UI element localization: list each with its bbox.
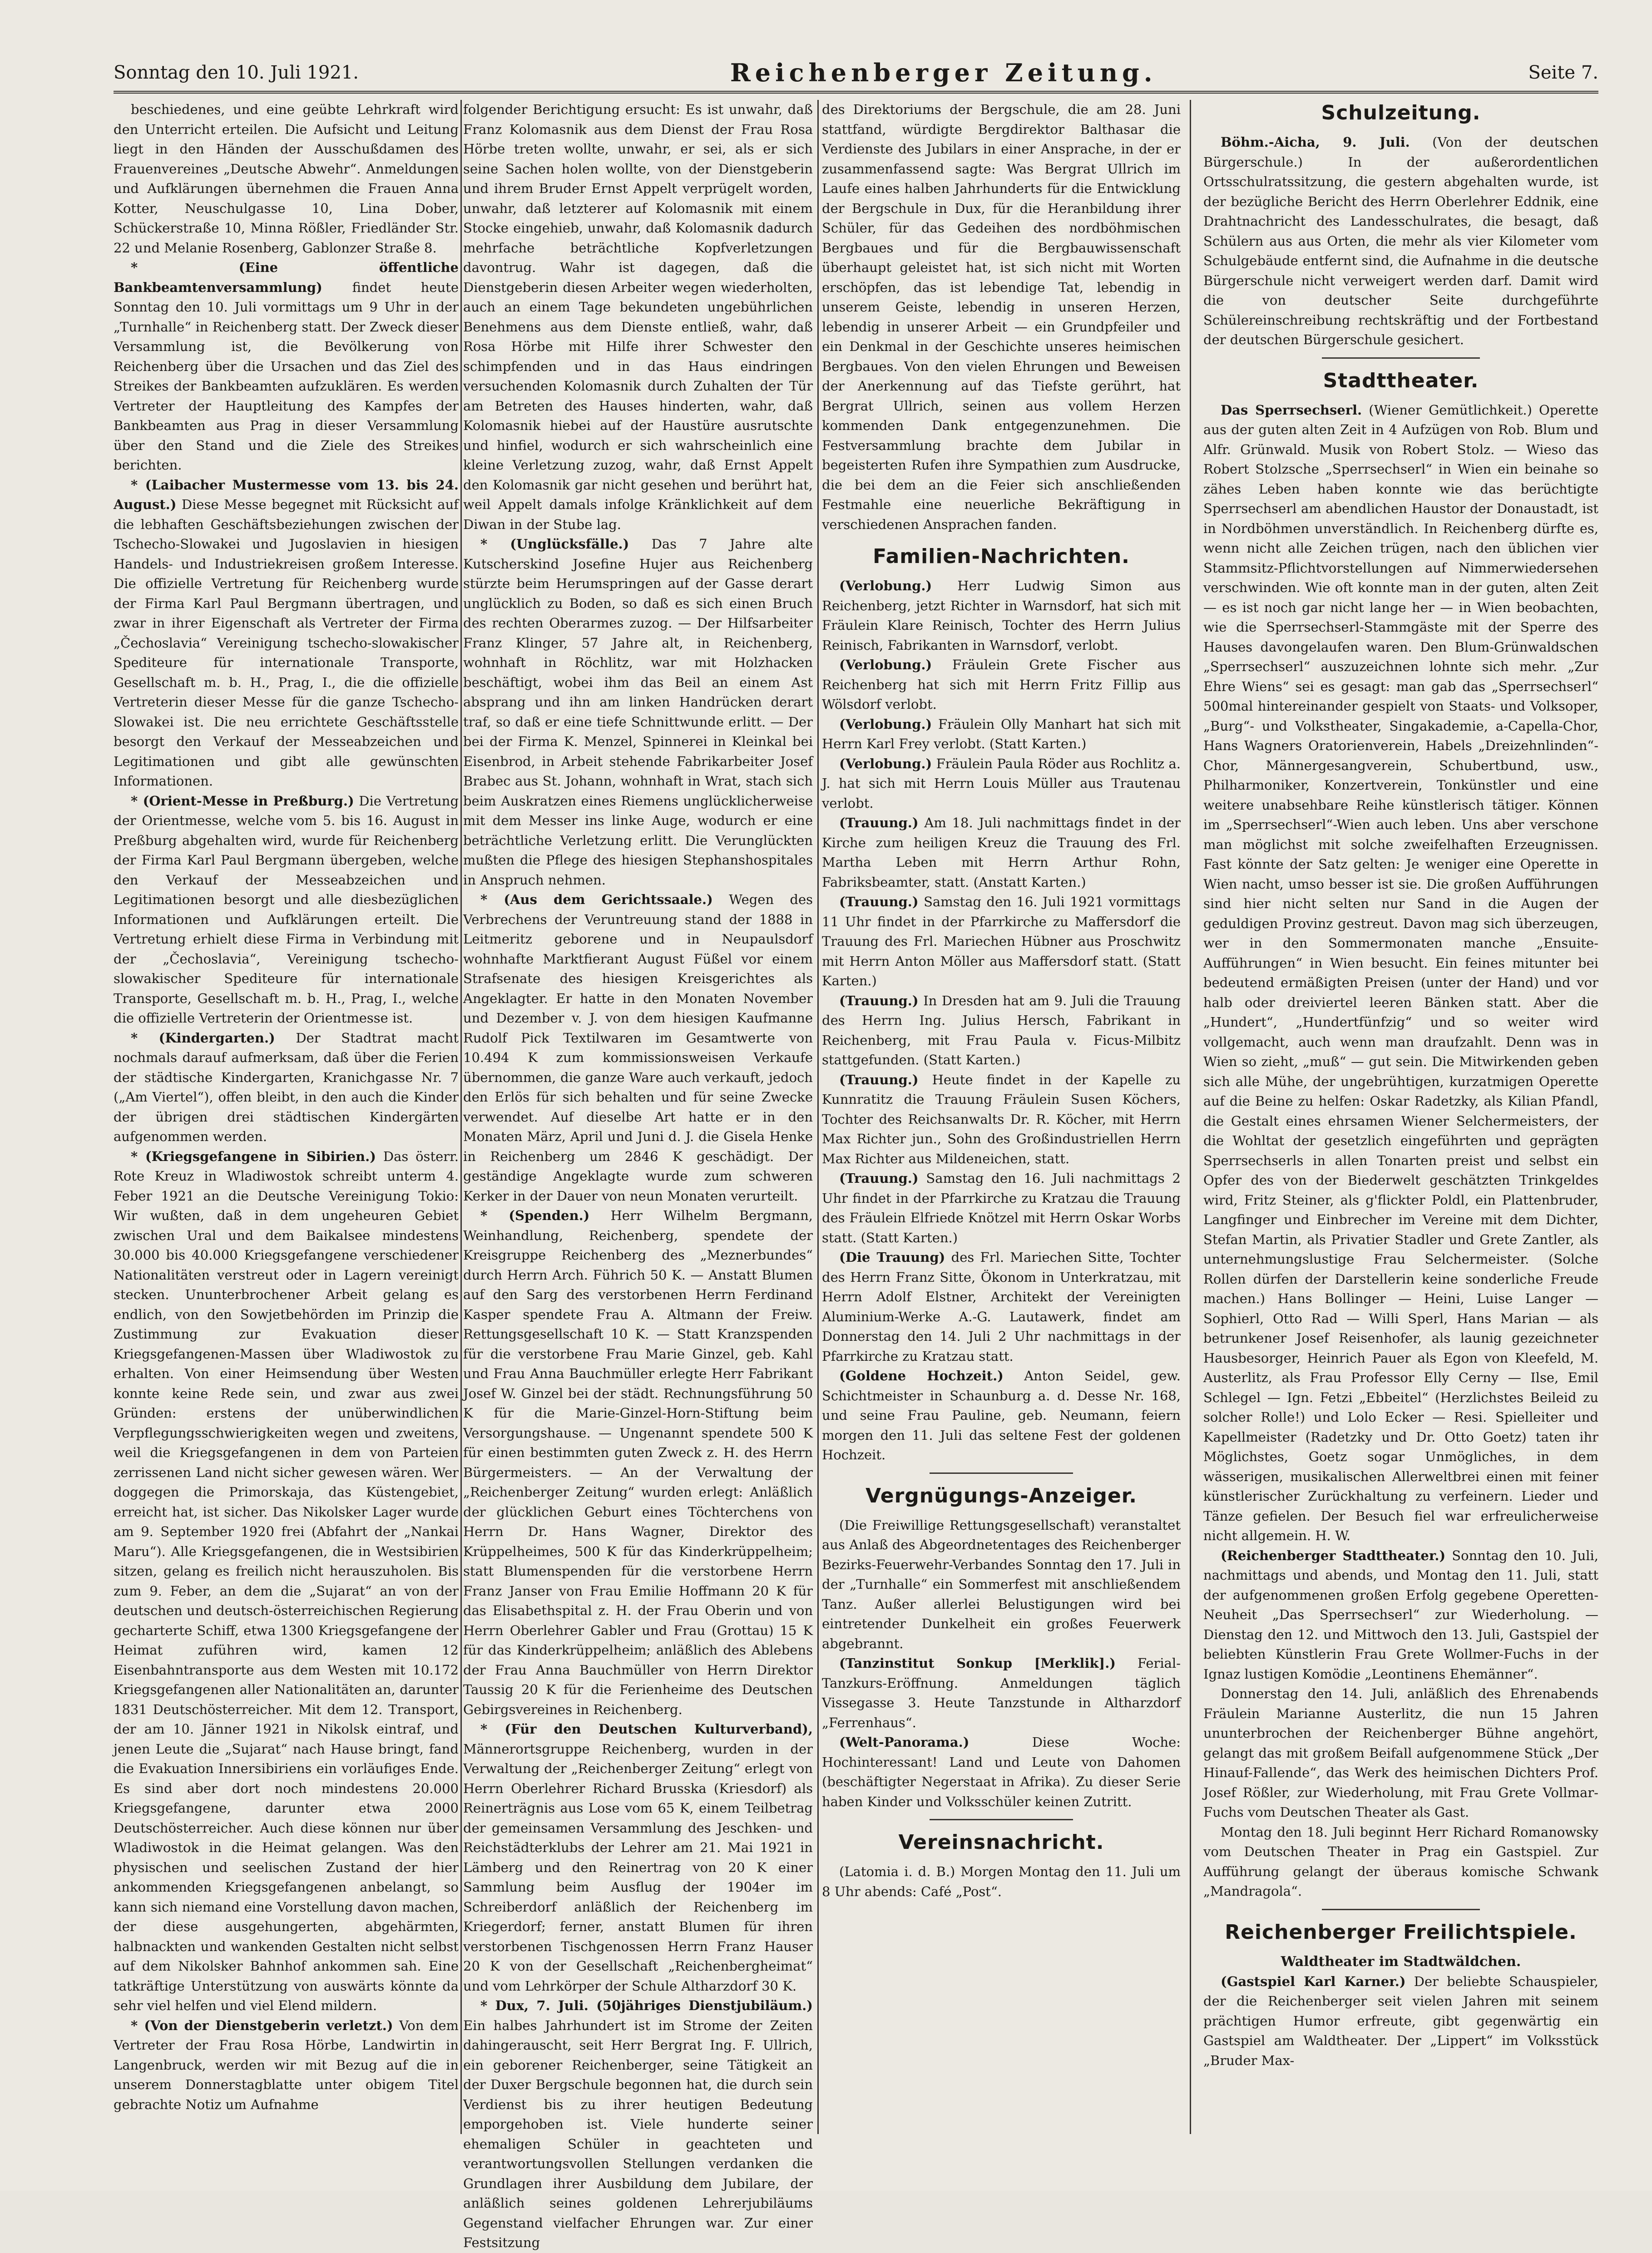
section-divider <box>930 1819 1073 1820</box>
article-lead: * (Für den Deutschen Kulturverband), <box>480 1721 813 1737</box>
notice-text: Samstag den 16. Juli nachmittags 2 Uhr findet in der Pfarrkirche zu Kratzau die Trauung des Fräulein Elfriede Knötzel mit Herrn Oskar Worbs statt. (Statt Karten.) <box>822 1171 1181 1245</box>
section-divider <box>930 1472 1073 1474</box>
notice-paragraph <box>822 1366 1181 1465</box>
article-paragraph <box>463 1206 813 1719</box>
article-paragraph <box>463 1996 813 2253</box>
article-lead: * (Eine öffentliche Bankbeamtenversammlung) <box>114 260 459 295</box>
notice-paragraph: (Die Freiwillige Rettungsgesellschaft) veranstaltet aus Anlaß des Abgeordnetentages des Reichenberger Bezirks-Feuerwehr-Verbandes Sonntag den 17. Juli in der „Turnhalle“ ein Sommerfest mit anschließendem Tanz. Außer allerlei Belustigungen wird bei eintretender Dunkelheit ein großes Feuerwerk abgebrannt. <box>822 1517 1181 1651</box>
notice-lead: (Tanzinstitut Sonkup [Merklik].) <box>839 1655 1116 1671</box>
article-paragraph <box>463 890 813 1206</box>
notice-text: Fräulein Olly Manhart hat sich mit Herrn Karl Frey verlobt. (Statt Karten.) <box>822 716 1181 751</box>
section-heading-entertainment: Vergnügungs-Anzeiger. <box>866 1484 1137 1507</box>
article-paragraph: folgender Berichtigung ersucht: Es ist unwahr, daß Franz Kolomasnik aus dem Dienst der Frau Rosa Hörbe treten wollte, unwahr, er sei, als er sich seine Sachen holen wollte, von der Dienstgeberin und ihrem Bruder Ernst Appelt verprügelt worden, unwahr, daß letzterer auf Kolomasnik mit einem Stocke eingehieb, unwahr, daß Kolomasnik dadurch mehrfache beträchtliche Kopfverletzungen davontrug. Wahr ist dagegen, daß die Dienstgeberin diesen Arbeiter wegen wiederholten, auch an einem Tage bekundeten ungebührlichen Benehmens aus dem Dienste entließ, wahr, daß Rosa Hörbe mit Hilfe ihrer Schwester den schimpfenden und in das Haus eindringen versuchenden Kolomasnik durch Zuhalten der Tür am Betreten des Hauses hinderten, wahr, daß Kolomasnik hiebei auf der Haustüre ausrutschte und hinfiel, wodurch er sich wahrscheinlich eine kleine Verletzung zuzog, wahr, daß Ernst Appelt den Kolomasnik gar nicht gesehen und berührt hat, weil Appelt damals infolge Kränklichkeit auf dem Diwan in der Stube lag. <box>463 102 813 532</box>
notice-paragraph <box>822 892 1181 991</box>
notice-text: In Dresden hat am 9. Juli die Trauung des Herrn Ing. Julius Hersch, Fabrikant in Reichenberg, mit Frau Paula v. Ficus-Milbitz stattgefunden. (Statt Karten.) <box>822 993 1181 1067</box>
section-heading-open-air: Reichenberger Freilichtspiele. <box>1225 1920 1577 1944</box>
notice-text: Ferial-Tanzkurs-Eröffnung. Anmeldungen täglich Vissegasse 3. Heute Tanzstunde in Altharzdorf „Ferrenhaus“. <box>822 1655 1181 1730</box>
column-rule <box>817 100 819 2134</box>
notice-lead: (Goldene Hochzeit.) <box>839 1368 1004 1383</box>
notice-paragraph: (Latomia i. d. B.) Morgen Montag den 11. Juli um 8 Uhr abends: Café „Post“. <box>822 1864 1181 1899</box>
article-text: Das 7 Jahre alte Kutscherskind Josefine Hujer aus Reichenberg stürzte beim Herumspringen auf der Gasse derart unglücklich zu Boden, so daß es sich einen Bruch des rechten Oberarmes zuzog. — Der Hilfsarbeiter Franz Klinger, 57 Jahre alt, in Reichenberg, wohnhaft in Röchlitz, war mit Holzhacken beschäftigt, wobei ihm das Beil an einem Ast absprang und ihn am linken Handrücken derart traf, so daß er eine tiefe Schnittwunde erlitt. — Der bei der Firma K. Menzel, Spinnerei in Kleinkal bei Eisenbrod, in Arbeit stehende Fabrikarbeiter Josef Brabec aus St. Johann, wohnhaft in Wrat, stach sich beim Auskratzen eines Riemens unglücklicherweise mit dem Messer ins linke Auge, wodurch er eine beträchtliche Verletzung erlitt. Die Verunglückten mußten die Pflege des hiesigen Stephanshospitales in Anspruch nehmen. <box>463 536 813 888</box>
article-text: Sonntag den 10. Juli, nachmittags und abends, und Montag den 11. Juli, statt der aufgenommenen großen Erfolg gegebene Operetten-Neuheit „Das Sperrsechserl“ zur Wiederholung. — Dienstag den 12. und Mittwoch den 13. Juli, Gastspiel der beliebten Künstlerin Frau Grete Wollmer-Fuchs in der Ignaz lustigen Komödie „Leontinens Ehemänner“. <box>1203 1547 1599 1682</box>
article-lead: * (Orient-Messe in Preßburg.) <box>131 793 354 809</box>
notice-paragraph <box>822 1070 1181 1169</box>
section-heading-family-news: Familien-Nachrichten. <box>873 545 1130 568</box>
notice-lead: (Trauung.) <box>839 1072 919 1087</box>
notice-text: Am 18. Juli nachmittags findet in der Kirche zum heiligen Kreuz die Trauung des Frl. Martha Leben mit Herrn Arthur Rohn, Fabriksbeamter, statt. (Anstatt Karten.) <box>822 815 1181 890</box>
notice-lead: (Verlobung.) <box>839 716 932 732</box>
newspaper-title: Reichenberger Zeitung. <box>730 58 1157 87</box>
article-text: Der beliebte Schauspieler, der die Reichenberger seit vielen Jahren mit seinem prächtigen Humor erfreute, gibt gegenwärtig ein Gastspiel am Waldtheater. Der „Lippert“ im Volksstück „Bruder Max- <box>1203 1973 1598 2068</box>
article-paragraph <box>114 475 459 791</box>
notice-lead: (Verlobung.) <box>839 756 932 771</box>
article-paragraph <box>1203 133 1598 350</box>
notice-paragraph <box>822 813 1181 892</box>
notice-text: Fräulein Grete Fischer aus Reichenberg hat sich mit Herrn Fritz Fillip aus Wölsdorf verlobt. <box>822 657 1181 712</box>
notice-text: Heute findet in der Kapelle zu Kunnratitz die Trauung Fräulein Susen Köchers, Tochter des Reichsanwalts Dr. R. Köcher, mit Herrn Max Richter jun., Sohn des Großindustriellen Herrn Max Richter aus Mildeneichen, statt. <box>822 1072 1181 1166</box>
article-lead: * (Aus dem Gerichtssaale.) <box>480 892 713 907</box>
article-lead: (Gastspiel Karl Karner.) <box>1221 1973 1406 1989</box>
article-text: findet heute Sonntag den 10. Juli vormittags um 9 Uhr in der „Turnhalle“ in Reichenberg statt. Der Zweck dieser Versammlung ist, die Bevölkerung von Reichenberg über die Ursachen und das Ziel des Streikes der Bankbeamten aufzuklären. Es werden Vertreter der Hauptleitung des Kampfes der Bankbeamten aus Prag in dieser Versammlung über den Stand und die Ziele des Streikes berichten. <box>114 279 459 473</box>
notice-paragraph <box>822 1248 1181 1366</box>
column-rule <box>460 100 462 2134</box>
article-lead: Das Sperrsechserl. <box>1221 402 1362 418</box>
notice-paragraph <box>822 1733 1181 1812</box>
page-header <box>114 54 1598 94</box>
notice-paragraph <box>822 655 1181 715</box>
notice-lead: (Trauung.) <box>839 894 919 909</box>
article-paragraph <box>463 534 813 890</box>
column-3 <box>822 100 1181 2134</box>
column-2 <box>463 100 813 2250</box>
article-lead: * (Kriegsgefangene in Sibirien.) <box>131 1148 376 1164</box>
article-text: Der Stadtrat macht nochmals darauf aufmerksam, daß über die Ferien der städtische Kindergarten, Kranichgasse Nr. 7 („Am Viertel“), offen bleibt, in den auch die Kinder der übrigen drei städtischen Kindergärten aufgenommen werden. <box>114 1030 459 1144</box>
article-paragraph <box>1203 1546 1598 1685</box>
article-paragraph <box>114 1028 459 1147</box>
notice-text: Diese Woche: Hochinteressant! Land und Leute von Dahomen (beschäftigter Negerstaat in Afrika). Zu dieser Serie haben Kinder und Volksschüler keinen Zutritt. <box>822 1734 1181 1809</box>
issue-date: Sonntag den 10. Juli 1921. <box>114 62 359 83</box>
section-divider <box>1322 1909 1480 1910</box>
article-paragraph: Montag den 18. Juli beginnt Herr Richard Romanowsky vom Deutschen Theater in Prag ein Gastspiel. Zur Aufführung gelangt der überaus komische Schwank „Mandragola“. <box>1203 1824 1598 1899</box>
article-text: Ein halbes Jahrhundert ist im Strome der Zeiten dahingerauscht, seit Herr Bergrat Ing. F. Ullrich, ein geborener Reichenberger, seine Tätigkeit an der Duxer Bergschule begonnen hat, die durch sein Verdienst bis zu ihrer heutigen Bedeutung emporgehoben ist. Viele hunderte seiner ehemaligen Schüler in geachteten und verantwortungsvollen Stellungen verdanken die Grundlagen ihrer Ausbildung dem Jubilare, der anläßlich seines goldenen Lehrerjubiläums Gegenstand vielfacher Ehrungen war. Zur einer Festsitzung <box>463 2017 813 2250</box>
section-heading-school: Schulzeitung. <box>1321 101 1481 124</box>
article-paragraph <box>114 2016 459 2115</box>
article-paragraph <box>114 791 459 1028</box>
page-number: Seite 7. <box>1528 62 1598 83</box>
notice-text: Samstag den 16. Juli 1921 vormittags 11 Uhr findet in der Pfarrkirche zu Maffersdorf die Trauung des Frl. Mariechen Hübner aus Proschwitz mit Herrn Anton Möller aus Maffersdorf statt. (Statt Karten.) <box>822 894 1181 988</box>
notice-lead: (Trauung.) <box>839 815 919 830</box>
column-rule <box>1190 100 1191 2134</box>
section-heading-theatre: Stadttheater. <box>1323 369 1479 392</box>
article-lead: (Reichenberger Stadttheater.) <box>1221 1547 1446 1563</box>
article-text: Wegen des Verbrechens der Veruntreuung stand der 1888 in Leitmeritz geborene und in Neupaulsdorf wohnhafte Marktfierant August Füßel vor einem Strafsenate des hiesigen Kreisgerichtes als Angeklagter. Er hatte in den Monaten November und Dezember v. J. von dem hiesigen Kaufmanne Rudolf Pick Textilwaren im Gesamtwerte von 10.494 K zum kommissionsweisen Verkaufe übernommen, die ganze Ware auch verkauft, jedoch den Erlös für sich behalten und für seine Zwecke verwendet. Auf dieselbe Art hatte er in den Monaten März, April und Juni d. J. die Gisela Henke in Reichenberg um 2846 K geschädigt. Der geständige Angeklagte wurde zum schweren Kerker in der Dauer von neun Monaten verurteilt. <box>463 892 813 1204</box>
notice-text: Fräulein Paula Röder aus Rochlitz a. J. hat sich mit Herrn Louis Müller aus Trautenau verlobt. <box>822 756 1181 811</box>
notice-paragraph <box>822 754 1181 814</box>
notice-paragraph <box>822 576 1181 655</box>
notice-text: Herr Ludwig Simon aus Reichenberg, jetzt Richter in Warnsdorf, hat sich mit Fräulein Klare Reinisch, Tochter des Herrn Julius Reinisch, Fabrikanten in Warnsdorf, verlobt. <box>822 578 1181 653</box>
review-paragraph <box>1203 400 1598 1546</box>
article-text: (Von der deutschen Bürgerschule.) In der außerordentlichen Ortsschulratssitzung, die gestern abgehalten wurde, ist der bezügliche Bericht des Herrn Oberlehrer Eddnik, eine Drahtnachricht des Landesschulrates, die besagt, daß Schülern aus aus Orten, die mehr als vier Kilometer vom Schulgebäude entfernt sind, die Aufnahme in die deutsche Bürgerschule nicht verweigert werden darf. Damit wird die von deutscher Seite durchgeführte Schülereinschreibung rechtskräftig und der Fortbestand der deutschen Bürgerschule gesichert. <box>1203 134 1598 347</box>
article-lead: * (Unglücksfälle.) <box>480 536 629 552</box>
article-paragraph <box>114 1147 459 2016</box>
article-paragraph: des Direktoriums der Bergschule, die am 28. Juni stattfand, würdigte Bergdirektor Balthasar die Verdienste des Jubilars in einer Ansprache, in der er zusammenfassend sagte: Was Bergrat Ullrich im Laufe eines halben Jahrhunderts für die Entwicklung der Bergschule in Dux, für die Heranbildung ihrer Schüler, für das Gedeihen des nordböhmischen Bergbaues und für die Bergbauwissenschaft überhaupt geleistet hat, ist sich nicht mit Worten erschöpfen, das ist lebendige Tat, lebendig in unserem Geiste, lebendig in unseren Herzen, lebendig in unserer Arbeit — ein Grundpfeiler und ein Denkmal in der Geschichte unseres heimischen Bergbaues. Von den vielen Ehrungen und Beweisen der Anerkennung auf das Tiefste gerührt, hat Bergrat Ullrich, seinen aus vollem Herzen kommenden Dank entgegenzunehmen. Die Festversammlung brachte dem Jubilar in begeisterten Rufen ihre Sympathien zum Ausdrucke, die bei dem an die Feier sich anschließenden Festmahle eine neuerliche Bekräftigung in verschiedenen Ansprachen fanden. <box>822 102 1181 532</box>
notice-paragraph <box>822 991 1181 1070</box>
notice-paragraph <box>822 1169 1181 1248</box>
article-paragraph: Donnerstag den 14. Juli, anläßlich des Ehrenabends Fräulein Marianne Austerlitz, die nun 15 Jahren ununterbrochen der Reichenberger Bühne angehört, gelangt das mit großem Beifall aufgenommene Stück „Der Hinauf-Fallende“, das Werk des heimischen Dichters Prof. Josef Rößler, zur Wiederholung, mit Frau Grete Vollmar-Fuchs vom Deutschen Theater als Gast. <box>1203 1686 1598 1820</box>
article-text: (Wiener Gemütlichkeit.) Operette aus der guten alten Zeit in 4 Aufzügen von Rob. Blum und Alfr. Grünwald. Musik von Robert Stolz. — Wieso das Robert Stolzsche „Sperrsechserl“ in Wien ein beinahe so zähes Leben haben konnte wie das berüchtigte Sperrsechserl am abendlichen Haustor der Donaustadt, ist in Nordböhmen unverständlich. In Reichenberg dürfte es, wenn nicht alle Zeichen trügen, nach den üblichen vier Stammsitz-Pflichtvorstellungen auf Nimmerwiedersehen verschwinden. Wie oft konnte man in der guten, alten Zeit — es ist noch gar nicht lange her — in Wien beobachten, wie die Sperrsechserl-Stammgäste mit der Sperre des Hauses davongelaufen waren. Den Blum-Grünwaldschen „Sperrsechserl“ auszuzeichnen lohnte sich mehr. „Zur Ehre Wiens“ sei es gesagt: man gab das „Sperrsechserl“ 500mal hintereinander gespielt von Staats- und Volksoper, „Burg“- und Volkstheater, Singakademie, a-Capella-Chor, Hans Wagners Oratorienverein, Habels „Dreizehnlinden“-Chor, Männergesangverein, Schubertbund, usw., Philharmoniker, Konzertverein, Tonkünstler und eine weitere unabsehbare Reihe künstlerisch tätiger. Können im „Sperrsechserl“-Wien auch leben. Uns aber verschone man möglichst mit solche zweifelhaften Erzeugnissen. Fast könnte der Satz gelten: Je weniger eine Operette in Wien nacht, umso besser ist sie. Die großen Aufführungen sind hier nicht selten nur Sand in die Augen der geduldigen Provinz gestreut. Davon mag sich überzeugen, wer in den Sommermonaten manche „Ensuite-Aufführungen“ in Wien besucht. Ein feines mitunter bei bedeutend ermäßigten Preisen (unter der Hand) und vor halb oder dreiviertel leeren Bänken statt. Aber die „Hundert“, „Hundertfünfzig“ und so weiter wird vollgemacht, auch wenn man draufzahlt. Denn was in Wien so zieht, „muß“ — gut sein. Die Mitwirkenden geben sich alle Mühe, der ungebrühtigen, kurzatmigen Operette auf die Beine zu helfen: Oskar Radetzky, als Kilian Pfandl, die Gestalt eines ehrsamen Wiener Selchermeisters, der die Wohltat der gesetzlich eingeführten und geprägten Sperrsechserls in allen Tonarten preist und selbst ein Opfer des von der Biederwelt geschätzten Trinkgeldes wird, Fritz Steiner, als g'flickter Poldl, ein Plattenbruder, Langfinger und Einbrecher im Vereine mit dem Dichter, Stefan Martin, als Privatier Stadler und Grete Zantler, als unternehmungslustige Frau Selchermeister. (Solche Rollen dürfen der Darstellerin keine sonderliche Freude machen.) Hans Bollinger — Heini, Luise Langer — Sophierl, Otto Rad — Willi Sperl, Hans Marian — als betrunkener Josef Reisenhofer, als launig gezeichneter Hausbesorger, Heinrich Pauer als Egon von Kleefeld, M. Austerlitz, als Frau Professor Elly Cerny — Ilse, Emil Schlegel — Ign. Fetzi „Ebbeitel“ (Herzlichstes Beileid zu solcher Rolle!) und Lolo Ecker — Resi. Spielleiter und Kapellmeister (Radetzky und Dr. Otto Goetz) taten ihr Möglichstes, Goetz sogar Unmögliches, in dem wässerigen, musikalischen Allerweltbrei einen mit feiner künstlerischer Zurückhaltung zu verfeinern. Lieder und Tänze gefielen. Der Besuch fiel war erfreulicherweise nicht allgemein. H. W. <box>1203 402 1598 1543</box>
column-1 <box>114 100 459 2134</box>
article-text: Männerortsgruppe Reichenberg, wurden in der Verwaltung der „Reichenberger Zeitung“ erlegt von Herrn Oberlehrer Richard Brusska (Kriesdorf) als Reinerträgnis aus Lose vom 65 K, einem Teilbetrag der gemeinsamen Versammlung des Jeschken- und Reichstädterklubs der Lehrer am 21. Mai 1921 in Lämberg und den Reinertrag von 20 K einer Sammlung beim Ausflug der 1904er im Schreiberdorf anläßlich der Reichenberg im Kriegerdorf; ferner, anstatt Blumen für ihren verstorbenen Tischgenossen Herrn Franz Hauser 20 K von der Gesellschaft „Reichenbergheimat“ und vom Lehrkörper der Schule Altharzdorf 30 K. <box>463 1741 813 1994</box>
section-divider <box>1322 357 1480 359</box>
section-subheading: Waldtheater im Stadtwäldchen. <box>1281 1953 1521 1970</box>
article-lead: * (Von der Dienstgeberin verletzt.) <box>131 2017 393 2033</box>
column-4 <box>1203 100 1598 2134</box>
article-text: Von dem Vertreter der Frau Rosa Hörbe, Landwirtin in Langenbruck, werden wir mit Bezug auf die in unserem Donnerstagblatte unter obigem Titel gebrachte Notiz um Aufnahme <box>114 2017 459 2112</box>
notice-lead: (Trauung.) <box>839 1171 919 1186</box>
notice-text: des Frl. Mariechen Sitte, Tochter des Herrn Franz Sitte, Ökonom in Unterkratzau, mit Herrn Adolf Elstner, Architekt der Vereinigten Aluminium-Werke A.-G. Lautawerk, findet am Donnerstag den 14. Juli 2 Uhr nachmittags in der Pfarrkirche zu Kratzau statt. <box>822 1250 1181 1364</box>
notice-text: Anton Seidel, gew. Schichtmeister in Schaunburg a. d. Desse Nr. 168, und seine Frau Pauline, geb. Neumann, feiern morgen den 11. Juli das seltene Fest der goldenen Hochzeit. <box>822 1368 1181 1462</box>
notice-lead: (Trauung.) <box>839 993 919 1008</box>
notice-lead: (Die Trauung) <box>839 1250 945 1265</box>
article-paragraph: beschiedenes, und eine geübte Lehrkraft wird den Unterricht erteilen. Die Aufsicht und Leitung liegt in den Händen der Ausschußdamen des Frauenvereines „Deutsche Abwehr“. Anmeldungen und Aufklärungen übernehmen die Frauen Anna Kotter, Neuschulgasse 10, Lina Dober, Schückerstraße 10, Minna Rößler, Friedländer Str. 22 und Melanie Rosenberg, Gablonzer Straße 8. <box>114 102 459 256</box>
article-text: Diese Messe begegnet mit Rücksicht auf die lebhaften Geschäftsbeziehungen zwischen der Tschecho-Slowakei und Jugoslavien in hiesigen Handels- und Industriekreisen großem Interesse. Die offizielle Vertretung für Reichenberg wurde der Firma Karl Paul Bergmann übertragen, und zwar in ihrer Eigenschaft als Vertreter der Firma „Čechoslavia“ Vereinigung tschecho-slowakischer Spediteure für internationale Transporte, Gesellschaft m. b. H., Prag, I., die die offizielle Vertreterin dieser Messe für die ganze Tschecho-Slowakei ist. Die neu errichtete Geschäftsstelle besorgt den Verkauf der Messeabzeichen und Legitimationen und gibt alle gewünschten Informationen. <box>114 497 459 789</box>
notice-lead: (Verlobung.) <box>839 578 932 593</box>
article-lead: Böhm.-Aicha, 9. Juli. <box>1221 134 1410 150</box>
section-heading-club-news: Vereinsnachricht. <box>898 1831 1104 1854</box>
article-paragraph <box>114 258 459 475</box>
article-lead: * (Laibacher Mustermesse vom 13. bis 24. August.) <box>114 477 459 512</box>
article-lead: * (Kindergarten.) <box>131 1030 275 1046</box>
article-paragraph <box>1203 1972 1598 2071</box>
article-text: Die Vertretung der Orientmesse, welche vom 5. bis 16. August in Preßburg abgehalten wird, wurde für Reichenberg der Firma Karl Paul Bergmann übergeben, welche den Verkauf der Messeabzeichen und Legitimationen besorgt und alle diesbezüglichen Informationen und Aufklärungen erteilt. Die Vertretung erhielt diese Firma in Verbindung mit der „Čechoslavia“, Vereinigung tschecho-slowakischer Spediteure für internationale Transporte, Gesellschaft m. b. H., Prag, I., welche die offizielle Vertreterin der Orientmesse ist. <box>114 793 459 1026</box>
article-text: Das österr. Rote Kreuz in Wladiwostok schreibt unterm 4. Feber 1921 an die Deutsche Vereinigung Tokio: Wir wußten, daß in dem ungeheuren Gebiet zwischen Ural und dem Baikalsee mindestens 30.000 bis 40.000 Kriegsgefangene verschiedener Nationalitäten verstreut oder in Lagern vereinigt stecken. Ununterbrochener Arbeit gelang es endlich, von den Sowjetbehörden im Prinzip die Zustimmung zur Evakuation dieser Kriegsgefangenen-Massen über Wladiwostok zu erhalten. Von einer Heimsendung über Westen konnte keine Rede sein, und zwar aus zwei Gründen: erstens der unüberwindlichen Verpflegungsschwierigkeiten wegen und zweitens, weil die Kriegsgefangenen in dem von Parteien zerrissenen Land nicht sicher gewesen wären. Wer doggegen die Primorskaja, das Küstengebiet, erreicht hat, ist sicher. Das Nikolsker Lager wurde am 9. September 1920 frei (Abfahrt der „Nankai Maru“). Alle Kriegsgefangenen, die in Westsibirien sitzen, gelang es freilich nicht herauszuholen. Bis zum 9. Feber, an dem die „Sujarat“ an von der deutschen und deutsch-österreichischen Regierung gecharterte Schiff, etwa 1300 Kriegsgefangene der Heimat zuführen wird, kamen 12 Eisenbahntransporte aus dem Westen mit 10.172 Kriegsgefangenen aller Nationalitäten an, darunter 1831 Deutschösterreicher. Mit dem 12. Transport, der am 10. Jänner 1921 in Nikolsk eintraf, und jenen Leute die „Sujarat“ nach Hause bringt, fand die Evakuation Innersibiriens ein vorläufiges Ende. Es sind aber dort noch mindestens 20.000 Kriegsgefangene, darunter etwa 2000 Deutschösterreicher. Auch diese können nur über Wladiwostok in die Heimat gelangen. Was den physischen und seelischen Zustand der hier ankommenden Kriegsgefangenen anbelangt, so kann sich niemand eine Vorstellung davon machen, der diese ausgehungerten, abgehärmten, halbnackten und wankenden Gestalten nicht selbst auf dem Nikolsker Bahnhof ankommen sah. Eine tatkräftige Unterstützung von auswärts könnte da sehr viel helfen und viel Elend mildern. <box>114 1148 459 2013</box>
article-lead: * (Spenden.) <box>480 1208 590 1223</box>
notice-paragraph <box>822 715 1181 754</box>
article-paragraph <box>463 1719 813 1996</box>
article-lead: * Dux, 7. Juli. (50jähriges Dienstjubiläum.) <box>480 1998 813 2013</box>
notice-paragraph <box>822 1654 1181 1733</box>
notice-lead: (Welt-Panorama.) <box>839 1734 969 1750</box>
notice-lead: (Verlobung.) <box>839 657 932 672</box>
article-text: Herr Wilhelm Bergmann, Weinhandlung, Reichenberg, spendete der Kreisgruppe Reichenberg des „Meznerbundes“ durch Herrn Arch. Führich 50 K. — Anstatt Blumen auf den Sarg des verstorbenen Herrn Ferdinand Kasper spendete Frau A. Altmann der Freiw. Rettungsgesellschaft 10 K. — Statt Kranzspenden für die verstorbene Frau Marie Ginzel, geb. Kahl und Frau Anna Bauchmüller erlegte Herr Fabrikant Josef W. Ginzel bei der städt. Rechnungsführung 50 K für die Marie-Ginzel-Horn-Stiftung beim Versorgungshause. — Ungenannt spendete 500 K für einen bestimmten guten Zweck z. H. des Herrn Bürgermeisters. — An der Verwaltung der „Reichenberger Zeitung“ wurden erlegt: Anläßlich der glücklichen Geburt eines Töchterchens von Herrn Dr. Hans Wagner, Direktor des Krüppelheimes, 500 K für das Kinderkrüppelheim; statt Blumenspenden für die verstorbene Herrn Franz Janser von Frau Emilie Hoffmann 20 K für das Elisabethspital z. H. der Frau Oberin und von Herrn Oberlehrer Gabler und Frau (Grottau) 15 K für das Kinderkrüppelheim; anläßlich des Ablebens der Frau Anna Bauchmüller von Herrn Direktor Taussig 20 K für die Ferienheime des Deutschen Gebirgsvereines in Reichenberg. <box>463 1208 813 1717</box>
